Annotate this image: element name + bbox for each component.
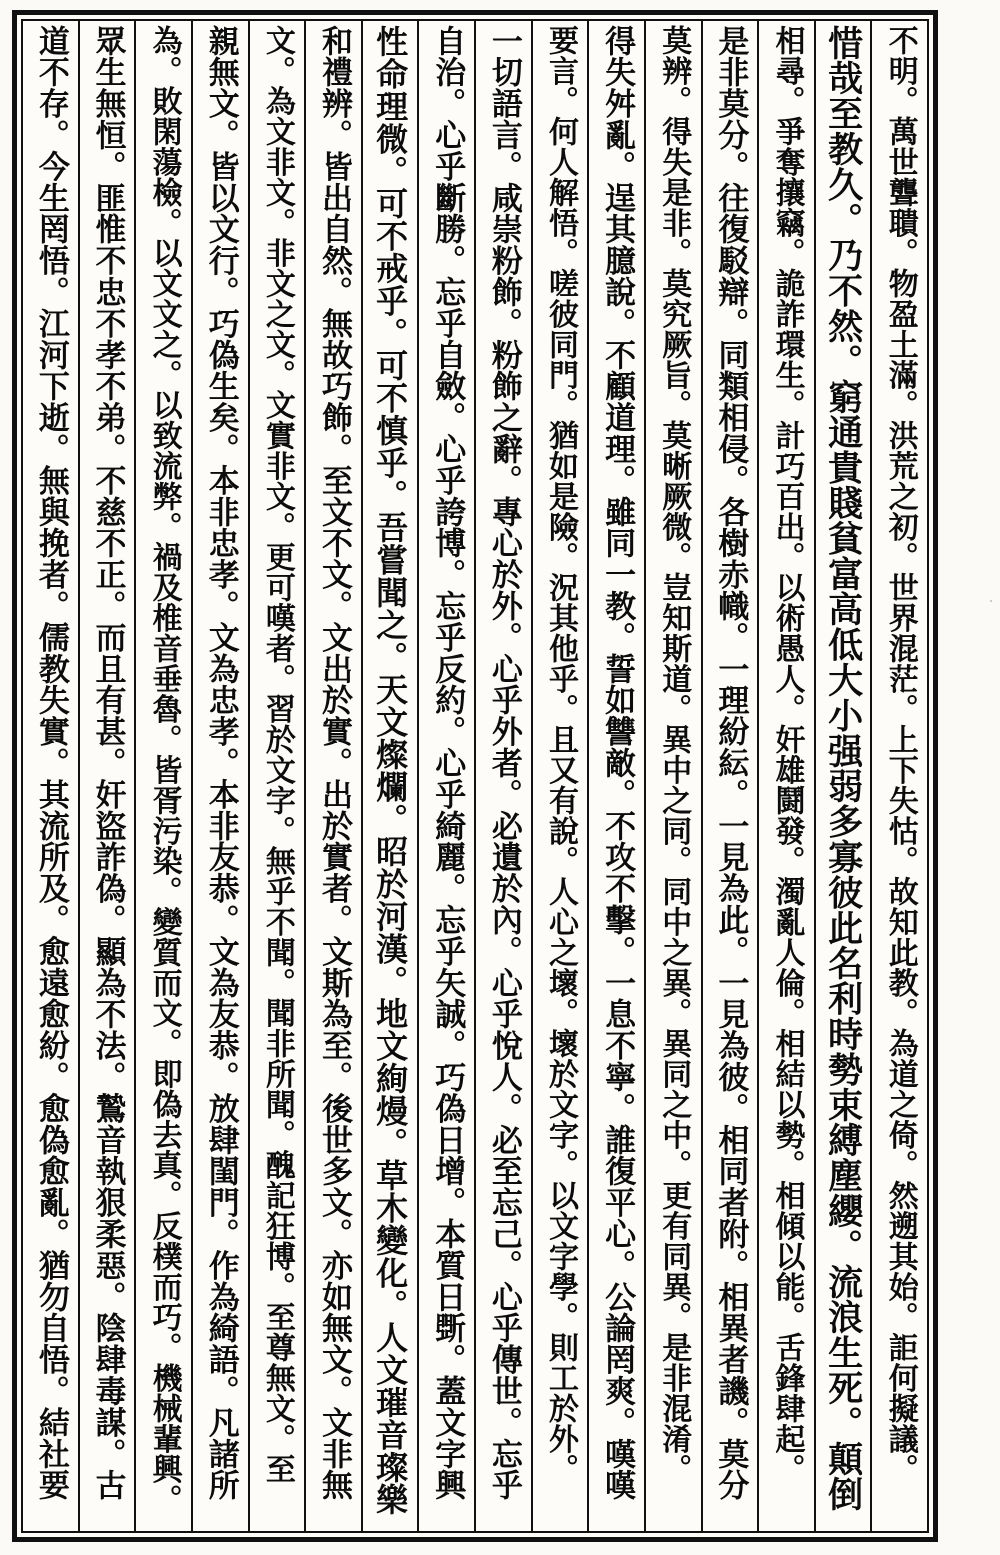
column-text: 眾生無恒。匪惟不忠不孝不弟。不慈不正。而且有甚。奸盜詐偽。顯為不法。鷙音執狠柔惡。陰肆毒謀。古	[89, 25, 126, 1501]
column-text: 文。為文非文。非文之文。文實非文。更可嘆者。習於文字。無乎不聞。聞非所聞。醜記狂博。至尊無文。至	[259, 25, 295, 1485]
text-column	[587, 21, 644, 1531]
text-column	[644, 21, 701, 1531]
column-text: 為。敗閑蕩檢。以文文之。以致流弊。禍及椎音垂魯。皆胥污染。變質而文。即偽去真。反樸而巧。機械輩興。	[146, 25, 182, 1515]
text-column	[191, 21, 248, 1531]
column-text: 莫辨。得失是非。莫究厥旨。莫晰厥微。豈知斯道。異中之同。同中之異。異同之中。更有同異。是非混淆。	[656, 25, 692, 1485]
column-text: 一切語言。咸崇粉飾。粉飾之辭。專心於外。心乎外者。必遺於內。心乎悅人。必至忘己。心乎傳世。忘乎	[485, 25, 522, 1501]
text-column	[134, 21, 191, 1531]
text-column	[474, 21, 531, 1531]
text-column	[417, 21, 474, 1531]
column-text: 要言。何人解悟。嗟彼同門。猶如是險。況其他乎。且又有說。人心之壞。壞於文字。以文字學。則工於外。	[542, 25, 578, 1485]
text-column	[78, 21, 135, 1531]
text-column	[870, 21, 927, 1531]
document-page	[12, 10, 938, 1542]
text-column	[814, 21, 871, 1531]
column-text: 道不存。今生罔悟。江河下逝。無與挽者。儒教失實。其流所及。愈遠愈紛。愈偽愈亂。猶勿自悟。結社要	[32, 25, 69, 1501]
text-column	[248, 21, 305, 1531]
column-text: 相尋。爭奪攘竊。詭詐環生。計巧百出。以術愚人。奸雄鬪發。濁亂人倫。相結以勢。相傾以能。舌鋒肆起。	[769, 25, 805, 1485]
text-column	[361, 21, 418, 1531]
column-text: 得失舛亂。逞其臆說。不顧道理。雖同一教。誓如讐敵。不攻不擊。一息不寧。誰復平心。公論罔爽。嘆嘆	[599, 25, 636, 1501]
column-text: 和禮辨。皆出自然。無故巧飾。至文不文。文出於實。出於實者。文斯為至。後世多文。亦如無文。文非無	[315, 25, 352, 1501]
column-text: 不明。萬世聾聵。物盈土滿。洪荒之初。世界混茫。上下失怙。故知此教。為道之倚。然遡其始。詎何擬議。	[882, 25, 918, 1485]
column-text: 惜哉至教久。乃不然。窮通貴賤貧富高低大小强弱多寡彼此名利時勢束縛塵纓。流浪生死。顛倒	[822, 25, 864, 1512]
text-columns	[23, 21, 927, 1531]
column-text: 親無文。皆以文行。巧偽生矣。本非忠孝。文為忠孝。本非友恭。文為友恭。放肆閨門。作為綺語。凡諸所	[202, 25, 239, 1501]
column-text: 是非莫分。往復駁辯。同類相侵。各樹赤幟。一理紛紜。一見為此。一見為彼。相同者附。相異者譏。莫分	[712, 25, 749, 1501]
text-column	[531, 21, 588, 1531]
text-column	[23, 21, 78, 1531]
text-column	[304, 21, 361, 1531]
text-column	[757, 21, 814, 1531]
paper-speck	[990, 600, 992, 602]
text-column	[701, 21, 758, 1531]
column-text: 自治。心乎斷勝。忘乎自斂。心乎誇博。忘乎反約。心乎綺麗。忘乎矢誠。巧偽日增。本質日斲。蓋文字興	[429, 25, 466, 1501]
column-text: 性命理微。可不戒乎。可不慎乎。吾嘗聞之。天文燦爛。昭於河漢。地文絢熳。草木變化。人文璀音璨樂	[371, 25, 410, 1516]
